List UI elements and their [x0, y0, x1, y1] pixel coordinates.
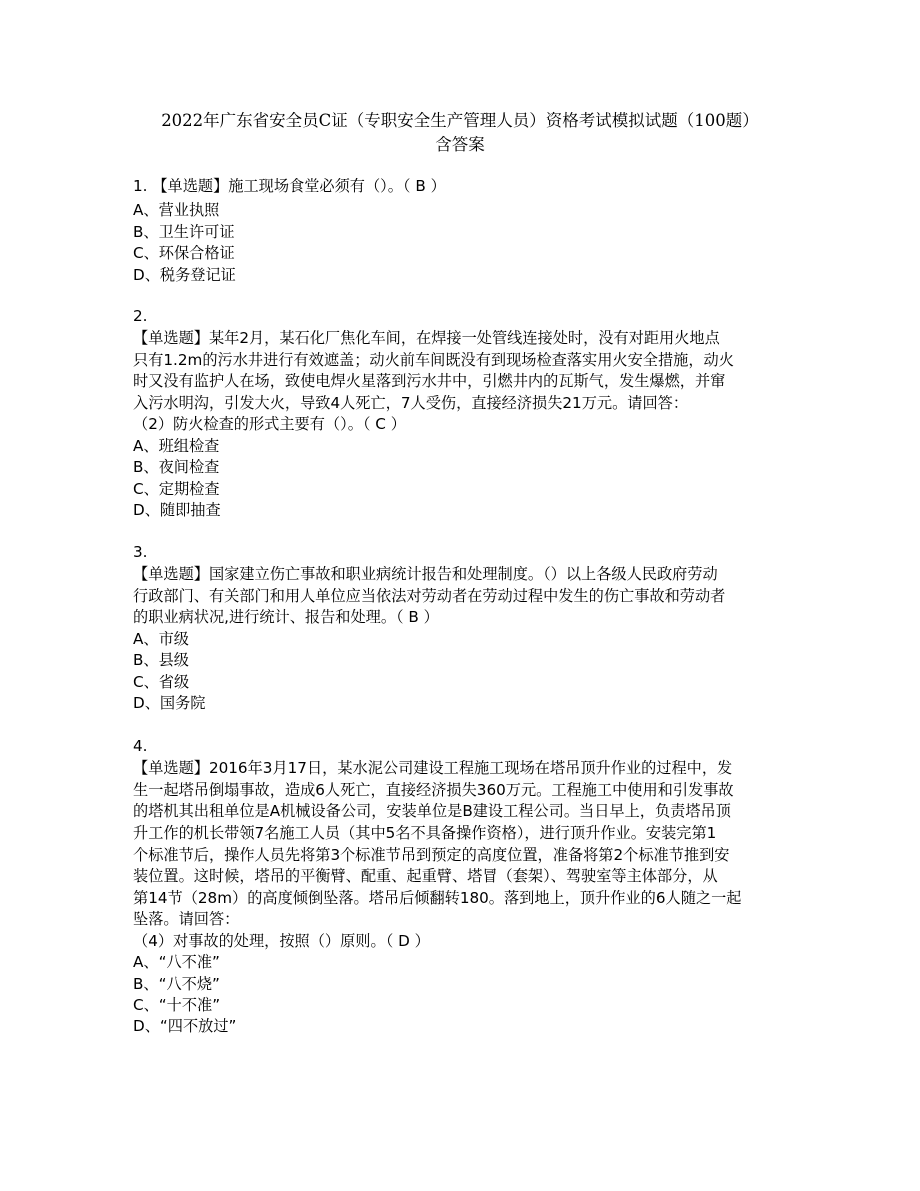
- question-2-stem-line-3: 时又没有监护人在场，致使电焊火星落到污水井中，引燃井内的瓦斯气，发生爆燃，并窜: [133, 372, 726, 390]
- question-2-stem-line-2: 只有1.2m的污水井进行有效遮盖；动火前车间既没有到现场检查落实用火安全措施，动火: [133, 351, 734, 369]
- question-3-option-b: B、县级: [133, 651, 189, 669]
- question-4-option-d: D、“四不放过”: [133, 1017, 237, 1035]
- question-4-stem-line-7: 第14节（28m）的高度倾倒坠落。塔吊后倾翻转180。落到地上，顶升作业的6人随之一起: [133, 889, 742, 907]
- question-4-number: 4.: [133, 737, 148, 755]
- question-4-option-a: A、“八不准”: [133, 953, 220, 971]
- document-title-line-1: 2022年广东省安全员C证（专职安全生产管理人员）资格考试模拟试题（100题）: [161, 111, 759, 130]
- question-3-number: 3.: [133, 543, 148, 561]
- question-4-stem-line-4: 升工作的机长带领7名施工人员（其中5名不具备操作资格），进行顶升作业。安装完第1: [133, 824, 717, 842]
- question-1-option-a: A、营业执照: [133, 201, 220, 219]
- question-1-option-b: B、卫生许可证: [133, 223, 235, 241]
- question-2-number: 2.: [133, 307, 148, 325]
- question-4-stem-line-8: 坠落。请回答：: [133, 910, 240, 928]
- question-4-option-c: C、“十不准”: [133, 996, 221, 1014]
- question-4-stem-line-1: 【单选题】2016年3月17日，某水泥公司建设工程施工现场在塔吊顶升作业的过程中，发: [133, 759, 733, 777]
- question-2-option-a: A、班组检查: [133, 437, 220, 455]
- question-2-option-c: C、定期检查: [133, 480, 220, 498]
- question-4-stem-line-6: 装位置。这时候，塔吊的平衡臂、配重、起重臂、塔冒（套架）、驾驶室等主体部分，从: [133, 867, 718, 885]
- document-title-line-2: 含答案: [435, 135, 485, 154]
- question-1-option-c: C、环保合格证: [133, 244, 235, 262]
- question-4-stem-line-3: 的塔机其出租单位是A机械设备公司，安装单位是B建设工程公司。当日早上，负责塔吊顶: [133, 802, 731, 820]
- question-3-option-d: D、国务院: [133, 694, 206, 712]
- question-2-stem-line-4: 入污水明沟，引发大火，导致4人死亡，7人受伤，直接经济损失21万元。请回答：: [133, 394, 689, 412]
- question-4-stem-line-5: 个标准节后，操作人员先将第3个标准节吊到预定的高度位置，准备将第2个标准节推到安: [133, 846, 730, 864]
- question-2-subquestion: （2）防火检查的形式主要有（）。（ C ）: [133, 415, 406, 433]
- question-4-option-b: B、“八不烧”: [133, 975, 220, 993]
- question-1-stem: 1. 【单选题】施工现场食堂必须有（）。（ B ）: [133, 177, 446, 195]
- question-4-subquestion: （4）对事故的处理，按照（）原则。（ D ）: [133, 932, 430, 950]
- question-2-stem-line-1: 【单选题】某年2月，某石化厂焦化车间，在焊接一处管线连接处时，没有对距用火地点: [133, 329, 720, 347]
- question-2-option-d: D、随即抽查: [133, 501, 221, 519]
- question-3-stem-line-2: 行政部门、有关部门和用人单位应当依法对劳动者在劳动过程中发生的伤亡事故和劳动者: [133, 587, 726, 605]
- question-3-stem-line-3: 的职业病状况,进行统计、报告和处理。（ B ）: [133, 608, 439, 626]
- question-4-stem-line-2: 生一起塔吊倒塌事故，造成6人死亡，直接经济损失360万元。工程施工中使用和引发事故: [133, 781, 734, 799]
- question-3-stem-line-1: 【单选题】国家建立伤亡事故和职业病统计报告和处理制度。（）以上各级人民政府劳动: [133, 565, 718, 583]
- question-1-option-d: D、税务登记证: [133, 266, 236, 284]
- question-3-option-c: C、省级: [133, 673, 190, 691]
- question-2-option-b: B、夜间检查: [133, 458, 220, 476]
- question-3-option-a: A、市级: [133, 630, 189, 648]
